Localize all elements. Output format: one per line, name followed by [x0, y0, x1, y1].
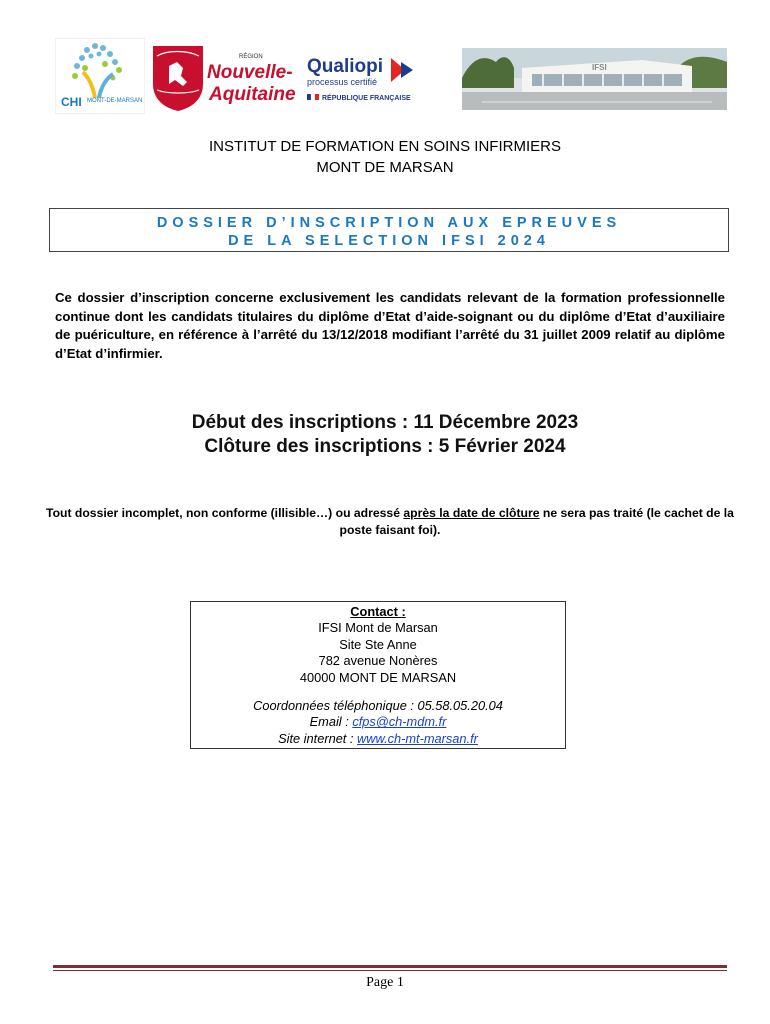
nouvelle-aquitaine-logo: [151, 44, 301, 112]
incomplete-notice: [45, 505, 735, 539]
logo-bar: [55, 38, 727, 118]
registration-dates: [0, 411, 770, 459]
dossier-title-line-1: DOSSIER D’INSCRIPTION AUX EPREUVES: [156, 215, 622, 231]
notice-text-after: ne sera pas traité (le cachet de la poste faisant foi).: [339, 506, 734, 537]
email-link[interactable]: cfps@ch-mdm.fr: [352, 714, 447, 730]
website-link[interactable]: www.ch-mt-marsan.fr: [357, 730, 478, 746]
chi-subtext: MONT-DE-MARSAN: [87, 98, 143, 104]
institution-line-1: INSTITUT DE FORMATION EN SOINS INFIRMIERS: [209, 138, 561, 155]
building-sign: IFSI: [592, 63, 607, 72]
contact-phone: Coordonnées téléphonique : 05.58.05.20.04: [253, 698, 503, 714]
footer-rule-thin: [53, 970, 727, 971]
building-photo: [462, 48, 727, 110]
region-name-1: Nouvelle-: [207, 62, 293, 83]
page-number: Page 1: [366, 975, 404, 990]
institution-heading: [0, 136, 770, 178]
notice-text-before: Tout dossier incomplet, non conforme (illisible…) ou adressé: [46, 506, 404, 520]
intro-paragraph: Ce dossier d’inscription concerne exclusivement les candidats relevant de la formation professionnelle continue dont les candidats titulaires du diplôme d’Etat d’aide-soignant ou du diplôme d’Etat d’auxiliaire de puériculture, en référence à l’arrêté du 13/12/2018 modifiant l’arrêté du 31 juillet 2009 relatif au diplôme d’Etat d’infirmier.: [55, 290, 725, 361]
contact-city: 40000 MONT DE MARSAN: [299, 669, 457, 685]
footer-rule-thick: [53, 965, 727, 968]
dossier-title-line-2: DE LA SELECTION IFSI 2024: [228, 233, 550, 249]
contact-website-row: [191, 731, 565, 747]
website-label: Site internet :: [278, 730, 358, 746]
email-label: Email :: [309, 714, 353, 730]
registration-start: Début des inscriptions : 11 Décembre 2023: [191, 412, 579, 433]
contact-email-row: [191, 714, 565, 730]
notice-underlined: après la date de clôture: [403, 506, 540, 520]
republique-text: RÉPUBLIQUE FRANÇAISE: [322, 95, 411, 102]
qualiopi-name: Qualiopi: [307, 56, 383, 77]
chi-logo: [55, 38, 145, 114]
region-label: RÉGION: [239, 54, 263, 60]
dossier-title-box: [49, 208, 729, 252]
qualiopi-subtitle: processus certifié: [307, 77, 378, 87]
qualiopi-logo: [305, 52, 425, 112]
contact-title: Contact :: [350, 604, 406, 619]
contact-name: IFSI Mont de Marsan: [318, 620, 438, 636]
registration-end: Clôture des inscriptions : 5 Février 2024: [204, 436, 566, 457]
region-name-2: Aquitaine: [209, 84, 296, 105]
contact-street: 782 avenue Nonères: [318, 653, 438, 669]
contact-box: [190, 601, 566, 749]
chi-text: CHI: [61, 95, 82, 109]
contact-site: Site Ste Anne: [339, 636, 417, 652]
institution-line-2: MONT DE MARSAN: [316, 159, 454, 176]
